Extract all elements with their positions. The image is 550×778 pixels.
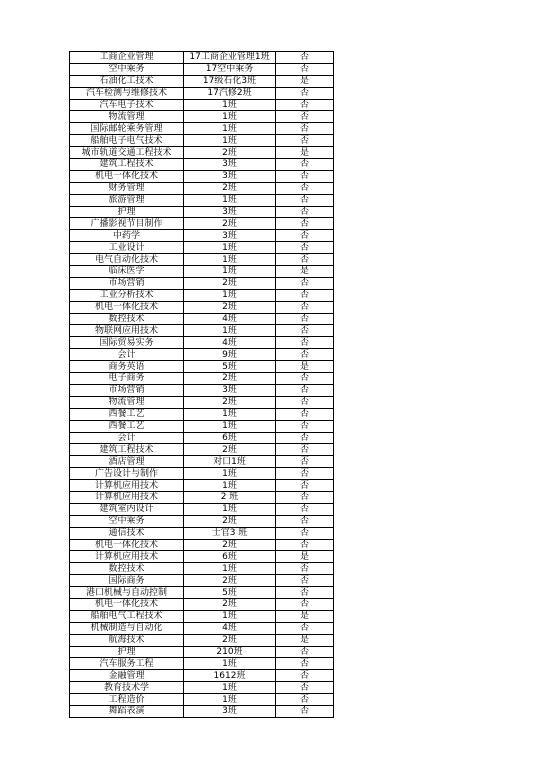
flag-cell: 否 bbox=[276, 373, 334, 385]
major-cell: 电气自动化技术 bbox=[70, 254, 184, 266]
class-cell: 1班 bbox=[184, 135, 276, 147]
major-cell: 物联网应用技术 bbox=[70, 325, 184, 337]
major-cell: 机电一体化技术 bbox=[70, 170, 184, 182]
flag-cell: 是 bbox=[276, 147, 334, 159]
flag-cell: 否 bbox=[276, 337, 334, 349]
table-row bbox=[70, 301, 334, 313]
class-cell: 2班 bbox=[184, 539, 276, 551]
major-cell: 计算机应用技术 bbox=[70, 480, 184, 492]
table-row bbox=[70, 610, 334, 622]
table-row bbox=[70, 52, 334, 64]
flag-cell: 否 bbox=[276, 159, 334, 171]
major-cell: 中药学 bbox=[70, 230, 184, 242]
class-cell: 2班 bbox=[184, 147, 276, 159]
major-cell: 市场营销 bbox=[70, 277, 184, 289]
flag-cell: 否 bbox=[276, 515, 334, 527]
major-cell: 建筑工程技术 bbox=[70, 159, 184, 171]
table-row bbox=[70, 444, 334, 456]
flag-cell: 否 bbox=[276, 456, 334, 468]
flag-cell: 否 bbox=[276, 182, 334, 194]
major-cell: 石油化工技术 bbox=[70, 75, 184, 87]
class-cell: 2班 bbox=[184, 277, 276, 289]
major-cell: 机电一体化技术 bbox=[70, 539, 184, 551]
table-row bbox=[70, 420, 334, 432]
table-row bbox=[70, 468, 334, 480]
flag-cell: 否 bbox=[276, 480, 334, 492]
flag-cell: 否 bbox=[276, 301, 334, 313]
major-cell: 会计 bbox=[70, 349, 184, 361]
major-cell: 护理 bbox=[70, 646, 184, 658]
major-cell: 空中乘务 bbox=[70, 515, 184, 527]
table-row bbox=[70, 147, 334, 159]
flag-cell: 是 bbox=[276, 75, 334, 87]
major-cell: 国际贸易实务 bbox=[70, 337, 184, 349]
table-row bbox=[70, 206, 334, 218]
table-row bbox=[70, 277, 334, 289]
table-row bbox=[70, 111, 334, 123]
flag-cell: 否 bbox=[276, 99, 334, 111]
flag-cell: 否 bbox=[276, 468, 334, 480]
class-cell: 1612班 bbox=[184, 670, 276, 682]
table-row bbox=[70, 539, 334, 551]
table-row bbox=[70, 159, 334, 171]
major-cell: 机械制造与自动化 bbox=[70, 622, 184, 634]
class-cell: 士官3 班 bbox=[184, 527, 276, 539]
flag-cell: 否 bbox=[276, 63, 334, 75]
class-cell: 3班 bbox=[184, 384, 276, 396]
table-row bbox=[70, 396, 334, 408]
class-cell: 2班 bbox=[184, 634, 276, 646]
major-cell: 数控技术 bbox=[70, 563, 184, 575]
data-table bbox=[69, 51, 334, 718]
class-cell: 4班 bbox=[184, 337, 276, 349]
major-cell: 物流管理 bbox=[70, 396, 184, 408]
class-cell: 1班 bbox=[184, 468, 276, 480]
flag-cell: 否 bbox=[276, 658, 334, 670]
major-cell: 汽车服务工程 bbox=[70, 658, 184, 670]
table-row bbox=[70, 337, 334, 349]
table-row bbox=[70, 266, 334, 278]
major-cell: 工程造价 bbox=[70, 694, 184, 706]
major-cell: 建筑工程技术 bbox=[70, 444, 184, 456]
flag-cell: 否 bbox=[276, 218, 334, 230]
class-cell: 3班 bbox=[184, 159, 276, 171]
flag-cell: 是 bbox=[276, 266, 334, 278]
table-row bbox=[70, 408, 334, 420]
major-cell: 教育技术学 bbox=[70, 682, 184, 694]
class-cell: 6班 bbox=[184, 432, 276, 444]
major-cell: 机电一体化技术 bbox=[70, 598, 184, 610]
table-row bbox=[70, 503, 334, 515]
class-cell: 1班 bbox=[184, 563, 276, 575]
flag-cell: 否 bbox=[276, 587, 334, 599]
table-row bbox=[70, 325, 334, 337]
major-cell: 工业分析技术 bbox=[70, 289, 184, 301]
class-cell: 3班 bbox=[184, 230, 276, 242]
flag-cell: 否 bbox=[276, 598, 334, 610]
major-cell: 建筑室内设计 bbox=[70, 503, 184, 515]
table-row bbox=[70, 135, 334, 147]
class-cell: 2班 bbox=[184, 598, 276, 610]
major-cell: 西餐工艺 bbox=[70, 408, 184, 420]
major-cell: 汽车电子技术 bbox=[70, 99, 184, 111]
class-cell: 1班 bbox=[184, 694, 276, 706]
table-row bbox=[70, 170, 334, 182]
class-cell: 3班 bbox=[184, 206, 276, 218]
class-cell: 1班 bbox=[184, 408, 276, 420]
major-cell: 空中乘务 bbox=[70, 63, 184, 75]
class-cell: 1班 bbox=[184, 420, 276, 432]
table-row bbox=[70, 230, 334, 242]
class-cell: 4班 bbox=[184, 313, 276, 325]
class-cell: 1班 bbox=[184, 610, 276, 622]
class-cell: 1班 bbox=[184, 99, 276, 111]
class-cell: 2班 bbox=[184, 182, 276, 194]
major-cell: 汽车检测与维修技术 bbox=[70, 87, 184, 99]
class-cell: 1班 bbox=[184, 111, 276, 123]
class-cell: 1班 bbox=[184, 682, 276, 694]
flag-cell: 否 bbox=[276, 242, 334, 254]
major-cell: 通信技术 bbox=[70, 527, 184, 539]
table-row bbox=[70, 361, 334, 373]
table-row bbox=[70, 575, 334, 587]
table-row bbox=[70, 563, 334, 575]
class-cell: 1班 bbox=[184, 325, 276, 337]
class-cell: 2班 bbox=[184, 396, 276, 408]
flag-cell: 否 bbox=[276, 527, 334, 539]
flag-cell: 否 bbox=[276, 444, 334, 456]
class-cell: 6班 bbox=[184, 551, 276, 563]
table-row bbox=[70, 515, 334, 527]
flag-cell: 否 bbox=[276, 622, 334, 634]
major-cell: 船舶电气工程技术 bbox=[70, 610, 184, 622]
table-row bbox=[70, 313, 334, 325]
table-row bbox=[70, 694, 334, 706]
major-cell: 酒店管理 bbox=[70, 456, 184, 468]
flag-cell: 否 bbox=[276, 277, 334, 289]
class-cell: 1班 bbox=[184, 242, 276, 254]
major-cell: 港口机械与自动控制 bbox=[70, 587, 184, 599]
flag-cell: 否 bbox=[276, 682, 334, 694]
class-cell: 1班 bbox=[184, 266, 276, 278]
major-cell: 商务英语 bbox=[70, 361, 184, 373]
major-cell: 城市轨道交通工程技术 bbox=[70, 147, 184, 159]
flag-cell: 否 bbox=[276, 313, 334, 325]
major-cell: 广告设计与制作 bbox=[70, 468, 184, 480]
class-cell: 1班 bbox=[184, 503, 276, 515]
class-cell: 17工商企业管理1班 bbox=[184, 52, 276, 64]
table-row bbox=[70, 194, 334, 206]
table-row bbox=[70, 551, 334, 563]
flag-cell: 否 bbox=[276, 408, 334, 420]
class-cell: 1班 bbox=[184, 123, 276, 135]
table-row bbox=[70, 682, 334, 694]
flag-cell: 否 bbox=[276, 646, 334, 658]
major-cell: 广播影视节目制作 bbox=[70, 218, 184, 230]
table-row bbox=[70, 670, 334, 682]
major-cell: 会计 bbox=[70, 432, 184, 444]
class-cell: 5班 bbox=[184, 361, 276, 373]
table-row bbox=[70, 182, 334, 194]
major-cell: 物流管理 bbox=[70, 111, 184, 123]
flag-cell: 否 bbox=[276, 170, 334, 182]
major-cell: 计算机应用技术 bbox=[70, 491, 184, 503]
flag-cell: 否 bbox=[276, 705, 334, 717]
major-cell: 国际商务 bbox=[70, 575, 184, 587]
flag-cell: 否 bbox=[276, 135, 334, 147]
class-cell: 3班 bbox=[184, 705, 276, 717]
table-row bbox=[70, 456, 334, 468]
major-cell: 计算机应用技术 bbox=[70, 551, 184, 563]
flag-cell: 否 bbox=[276, 289, 334, 301]
flag-cell: 否 bbox=[276, 432, 334, 444]
class-cell: 4班 bbox=[184, 622, 276, 634]
major-cell: 临床医学 bbox=[70, 266, 184, 278]
flag-cell: 否 bbox=[276, 670, 334, 682]
class-cell: 2班 bbox=[184, 373, 276, 385]
flag-cell: 是 bbox=[276, 551, 334, 563]
flag-cell: 否 bbox=[276, 52, 334, 64]
class-cell: 3班 bbox=[184, 170, 276, 182]
major-cell: 市场营销 bbox=[70, 384, 184, 396]
table-row bbox=[70, 646, 334, 658]
major-cell: 护理 bbox=[70, 206, 184, 218]
flag-cell: 是 bbox=[276, 361, 334, 373]
class-cell: 1班 bbox=[184, 254, 276, 266]
flag-cell: 否 bbox=[276, 575, 334, 587]
major-cell: 数控技术 bbox=[70, 313, 184, 325]
major-cell: 船舶电子电气技术 bbox=[70, 135, 184, 147]
flag-cell: 否 bbox=[276, 123, 334, 135]
major-cell: 国际邮轮乘务管理 bbox=[70, 123, 184, 135]
table-row bbox=[70, 254, 334, 266]
flag-cell: 否 bbox=[276, 111, 334, 123]
class-cell: 对口1班 bbox=[184, 456, 276, 468]
class-cell: 17汽修2班 bbox=[184, 87, 276, 99]
class-cell: 9班 bbox=[184, 349, 276, 361]
major-cell: 工商企业管理 bbox=[70, 52, 184, 64]
class-cell: 2班 bbox=[184, 575, 276, 587]
class-cell: 2 班 bbox=[184, 491, 276, 503]
class-cell: 2班 bbox=[184, 515, 276, 527]
flag-cell: 否 bbox=[276, 491, 334, 503]
major-cell: 旅游管理 bbox=[70, 194, 184, 206]
flag-cell: 是 bbox=[276, 634, 334, 646]
class-cell: 17级石化3班 bbox=[184, 75, 276, 87]
major-cell: 财务管理 bbox=[70, 182, 184, 194]
major-cell: 航海技术 bbox=[70, 634, 184, 646]
table-row bbox=[70, 587, 334, 599]
major-cell: 电子商务 bbox=[70, 373, 184, 385]
class-cell: 1班 bbox=[184, 194, 276, 206]
major-cell: 工业设计 bbox=[70, 242, 184, 254]
table-row bbox=[70, 123, 334, 135]
class-cell: 2班 bbox=[184, 301, 276, 313]
data-table-body bbox=[70, 52, 334, 718]
class-cell: 1班 bbox=[184, 289, 276, 301]
flag-cell: 否 bbox=[276, 539, 334, 551]
table-row bbox=[70, 527, 334, 539]
flag-cell: 否 bbox=[276, 325, 334, 337]
class-cell: 1班 bbox=[184, 480, 276, 492]
table-row bbox=[70, 384, 334, 396]
major-cell: 机电一体化技术 bbox=[70, 301, 184, 313]
table-row bbox=[70, 705, 334, 717]
class-cell: 2班 bbox=[184, 218, 276, 230]
table-row bbox=[70, 87, 334, 99]
flag-cell: 否 bbox=[276, 254, 334, 266]
table-row bbox=[70, 634, 334, 646]
flag-cell: 否 bbox=[276, 230, 334, 242]
flag-cell: 否 bbox=[276, 563, 334, 575]
class-cell: 5班 bbox=[184, 587, 276, 599]
table-row bbox=[70, 75, 334, 87]
table-row bbox=[70, 99, 334, 111]
flag-cell: 否 bbox=[276, 396, 334, 408]
table-row bbox=[70, 622, 334, 634]
table-row bbox=[70, 373, 334, 385]
flag-cell: 否 bbox=[276, 384, 334, 396]
table-row bbox=[70, 598, 334, 610]
flag-cell: 是 bbox=[276, 610, 334, 622]
major-cell: 金融管理 bbox=[70, 670, 184, 682]
flag-cell: 否 bbox=[276, 503, 334, 515]
table-row bbox=[70, 349, 334, 361]
class-cell: 210班 bbox=[184, 646, 276, 658]
flag-cell: 否 bbox=[276, 206, 334, 218]
table-row bbox=[70, 218, 334, 230]
table-row bbox=[70, 480, 334, 492]
table-row bbox=[70, 432, 334, 444]
flag-cell: 否 bbox=[276, 87, 334, 99]
flag-cell: 否 bbox=[276, 349, 334, 361]
table-row bbox=[70, 658, 334, 670]
flag-cell: 否 bbox=[276, 420, 334, 432]
table-row bbox=[70, 491, 334, 503]
major-cell: 西餐工艺 bbox=[70, 420, 184, 432]
flag-cell: 否 bbox=[276, 194, 334, 206]
flag-cell: 否 bbox=[276, 694, 334, 706]
table-row bbox=[70, 63, 334, 75]
major-cell: 舞蹈表演 bbox=[70, 705, 184, 717]
table-row bbox=[70, 242, 334, 254]
class-cell: 1班 bbox=[184, 658, 276, 670]
class-cell: 2班 bbox=[184, 444, 276, 456]
class-cell: 17空中乘务 bbox=[184, 63, 276, 75]
table-row bbox=[70, 289, 334, 301]
